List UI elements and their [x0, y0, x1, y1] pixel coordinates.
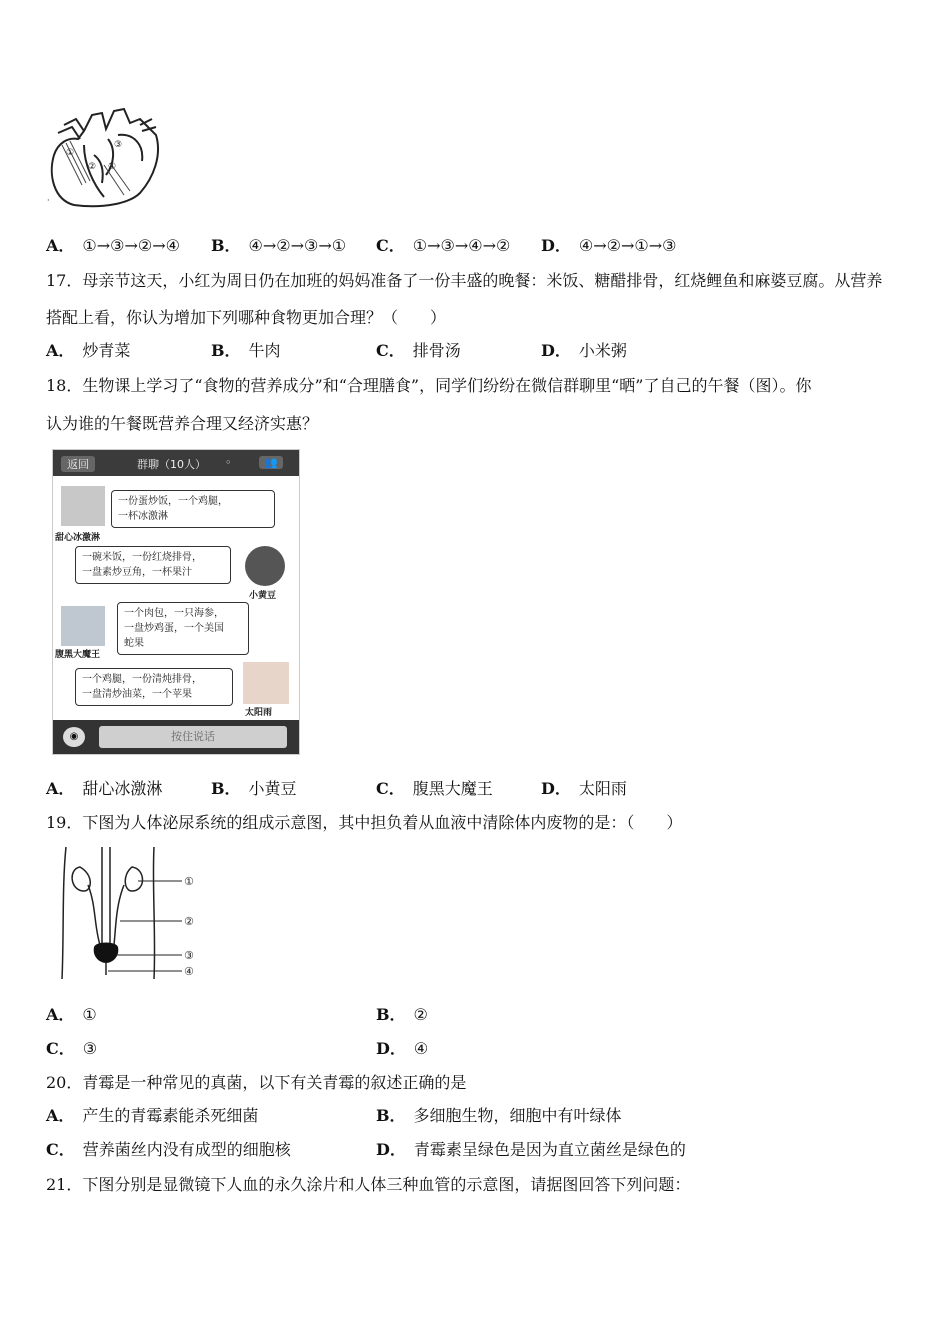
nick-2-label: 小黄豆: [249, 591, 277, 601]
q17-option-a[interactable]: A． 炒青菜: [46, 341, 131, 360]
label-3: ③: [184, 949, 194, 962]
q19-option-d[interactable]: D． ④: [376, 1039, 429, 1058]
chat-input-bar: [53, 720, 299, 754]
q17-option-c[interactable]: C． 排骨汤: [376, 341, 461, 360]
q17-option-d[interactable]: D． 小米粥: [541, 341, 627, 360]
message-bubble-4: 一个鸡腿，一份清炖排骨， 一盘清炒油菜，一个苹果: [75, 668, 233, 706]
q19-option-a[interactable]: A． ①: [46, 1005, 97, 1024]
q16-option-b[interactable]: B． ④→②→③→①: [211, 236, 347, 255]
svg-text:④: ④: [108, 162, 117, 172]
wechat-group-screenshot: [52, 449, 300, 755]
voice-icon: ◦: [225, 456, 232, 469]
q19-stem: 19．下图为人体泌尿系统的组成示意图，其中担负着从血液中清除体内废物的是：（ ）: [46, 813, 683, 832]
chat-header: [53, 450, 299, 476]
q20-option-d[interactable]: D． 青霉素呈绿色是因为直立菌丝是绿色的: [376, 1140, 686, 1159]
heart-diagram: [44, 105, 164, 213]
q21-stem: 21．下图分别是显微镜下人血的永久涂片和人体三种血管的示意图，请据图回答下列问题：: [46, 1175, 691, 1194]
q17-option-b[interactable]: B． 牛肉: [211, 341, 281, 360]
avatar-1: [61, 486, 105, 526]
avatar-2: [245, 546, 285, 586]
message-bubble-1: 一份蛋炒饭，一个鸡腿， 一杯冰激淋: [111, 490, 275, 528]
q18-option-d[interactable]: D． 太阳雨: [541, 779, 627, 798]
nick-4: 太阳雨: [245, 708, 273, 718]
label-2: ②: [184, 915, 194, 928]
q19-option-b[interactable]: B． ②: [376, 1005, 428, 1024]
svg-text:①: ①: [66, 148, 75, 158]
q18-option-c[interactable]: C． 腹黑大魔王: [376, 779, 493, 798]
q18-stem-line2: 认为谁的午餐既营养合理又经济实惠？: [46, 414, 319, 433]
q16-option-c[interactable]: C． ①→③→④→②: [376, 236, 511, 255]
nick-3: 腹黑大魔王: [55, 650, 101, 660]
q20-option-c[interactable]: C． 营养菌丝内没有成型的细胞核: [46, 1140, 291, 1159]
q17-stem-line2: 搭配上看，你认为增加下列哪种食物更加合理？（ ）: [46, 308, 447, 327]
hold-to-talk-button: 按住说话: [99, 726, 287, 748]
label-4: ④: [184, 965, 194, 978]
q20-stem: 20．青霉是一种常见的真菌，以下有关青霉的叙述正确的是: [46, 1073, 467, 1092]
q18-stem-line1: 18．生物课上学习了“食物的营养成分”和“合理膳食”，同学们纷纷在微信群聊里“晒”了自己的午餐（图）。你: [46, 376, 812, 395]
keyboard-toggle-icon: ◉: [63, 727, 85, 747]
svg-text:②: ②: [88, 162, 97, 172]
q18-option-a[interactable]: A． 甜心冰激淋: [46, 779, 163, 798]
urinary-system-diagram: [58, 845, 208, 980]
q16-option-a[interactable]: A． ①→③→②→④: [46, 236, 181, 255]
q20-option-b[interactable]: B． 多细胞生物，细胞中有叶绿体: [376, 1106, 622, 1125]
avatar-4: [243, 662, 289, 704]
label-1: ①: [184, 875, 194, 888]
q19-option-c[interactable]: C． ③: [46, 1039, 98, 1058]
nick-1: 甜心冰激淋: [55, 533, 101, 543]
message-bubble-3: 一个肉包，一只海参， 一盘炒鸡蛋，一个美国 蛇果: [117, 602, 249, 655]
svg-text:③: ③: [114, 140, 123, 150]
q16-option-d[interactable]: D． ④→②→①→③: [541, 236, 677, 255]
q20-option-a[interactable]: A． 产生的青霉素能杀死细菌: [46, 1106, 259, 1125]
message-bubble-2: 一碗米饭，一份红烧排骨， 一盘素炒豆角，一杯果汁: [75, 546, 231, 584]
back-button: 返回: [61, 456, 95, 472]
figure-dot: ·: [47, 196, 50, 205]
chat-title: 群聊（10人）: [137, 458, 206, 471]
avatar-3: [61, 606, 105, 646]
q17-stem-line1: 17．母亲节这天，小红为周日仍在加班的妈妈准备了一份丰盛的晚餐：米饭、糖醋排骨，红烧鲤鱼和麻婆豆腐。从营养: [46, 271, 883, 290]
q18-option-b[interactable]: B． 小黄豆: [211, 779, 297, 798]
group-members-icon: 👥: [259, 456, 283, 469]
